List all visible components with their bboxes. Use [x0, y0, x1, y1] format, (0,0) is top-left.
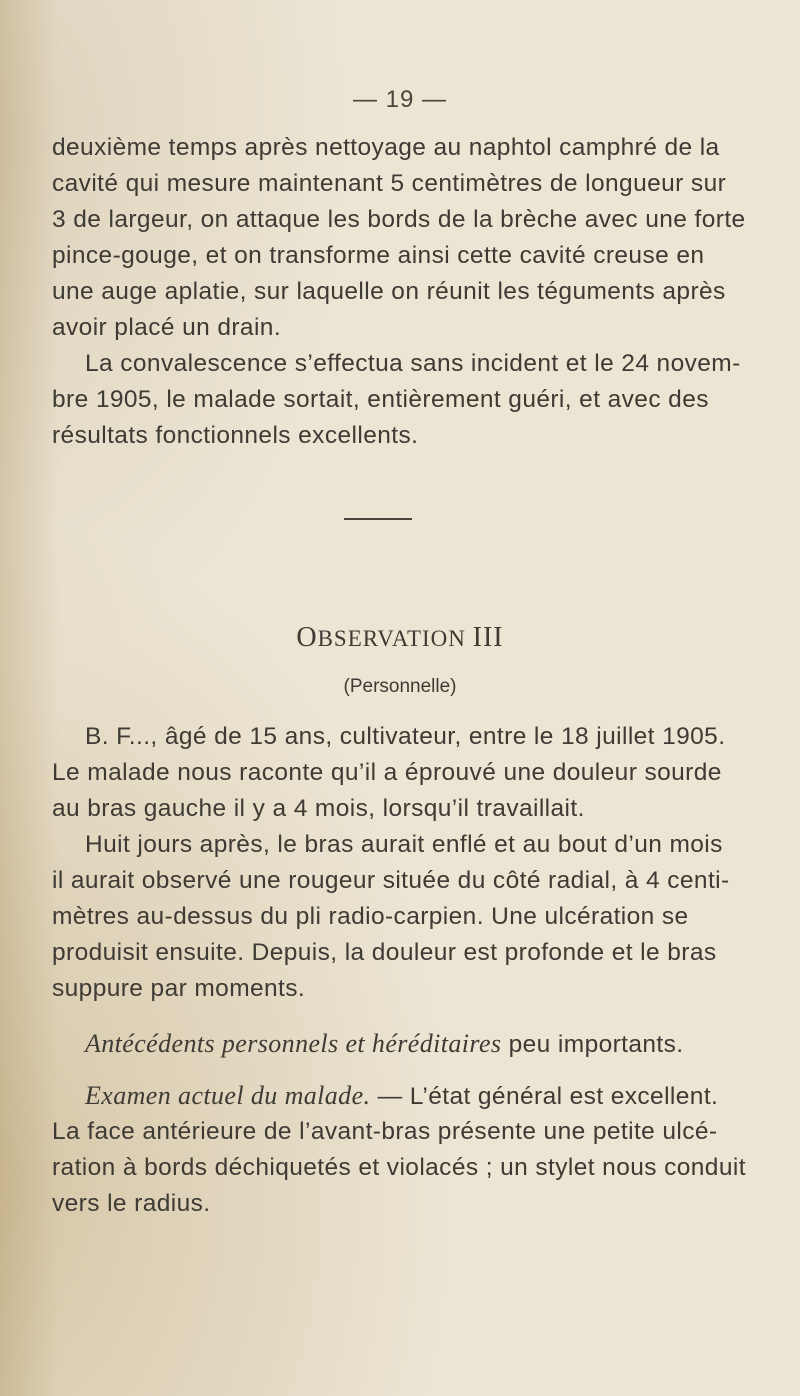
text-line: au bras gauche il y a 4 mois, lorsqu’il travaillait.: [52, 795, 585, 822]
text-line: bre 1905, le malade sortait, entièrement guéri, et avec des: [52, 386, 709, 413]
text-line: résultats fonctionnels excellents.: [52, 422, 419, 449]
text-line: une auge aplatie, sur laquelle on réunit les téguments après: [52, 278, 726, 305]
title-number: III: [472, 622, 504, 653]
text-line: La convalescence s’effectua sans incident et le 24 novem-: [85, 350, 741, 377]
observation-subtitle: (Personnelle): [343, 676, 457, 697]
text-span: peu importants.: [501, 1031, 684, 1058]
text-line: suppure par moments.: [52, 975, 306, 1002]
text-line: ration à bords déchiquetés et violacés ; un stylet nous conduit: [52, 1154, 746, 1181]
text-line: 3 de largeur, on attaque les bords de la brèche avec une forte: [52, 206, 746, 233]
text-line: [85, 1081, 718, 1112]
page-number: — 19 —: [352, 86, 448, 113]
text-line: pince-gouge, et on transforme ainsi cette cavité creuse en: [52, 242, 705, 269]
text-line: [85, 1029, 684, 1060]
text-line: Huit jours après, le bras aurait enflé et au bout d’un mois: [85, 831, 723, 858]
text-line: deuxième temps après nettoyage au naphtol camphré de la: [52, 134, 720, 161]
text-line: Le malade nous raconte qu’il a éprouvé une douleur sourde: [52, 759, 722, 786]
italic-heading: Examen actuel du malade.: [85, 1081, 371, 1110]
observation-title: [0, 622, 800, 654]
text-line: La face antérieure de l’avant-bras présente une petite ulcé-: [52, 1118, 718, 1145]
text-line: il aurait observé une rougeur située du côté radial, à 4 centi-: [52, 867, 730, 894]
italic-heading: Antécédents personnels et héréditaires: [85, 1029, 502, 1058]
text-span: — L’état général est excellent.: [370, 1083, 719, 1110]
text-line: B. F..., âgé de 15 ans, cultivateur, entre le 18 juillet 1905.: [85, 723, 726, 750]
text-line: avoir placé un drain.: [52, 314, 282, 341]
text-line: mètres au-dessus du pli radio-carpien. Une ulcération se: [52, 903, 689, 930]
text-line: vers le radius.: [52, 1190, 211, 1217]
section-divider: [344, 518, 412, 520]
text-line: cavité qui mesure maintenant 5 centimètres de longueur sur: [52, 170, 727, 197]
title-rest: BSERVATION: [317, 626, 466, 651]
text-line: produisit ensuite. Depuis, la douleur est profonde et le bras: [52, 939, 717, 966]
title-initial: O: [296, 622, 318, 653]
